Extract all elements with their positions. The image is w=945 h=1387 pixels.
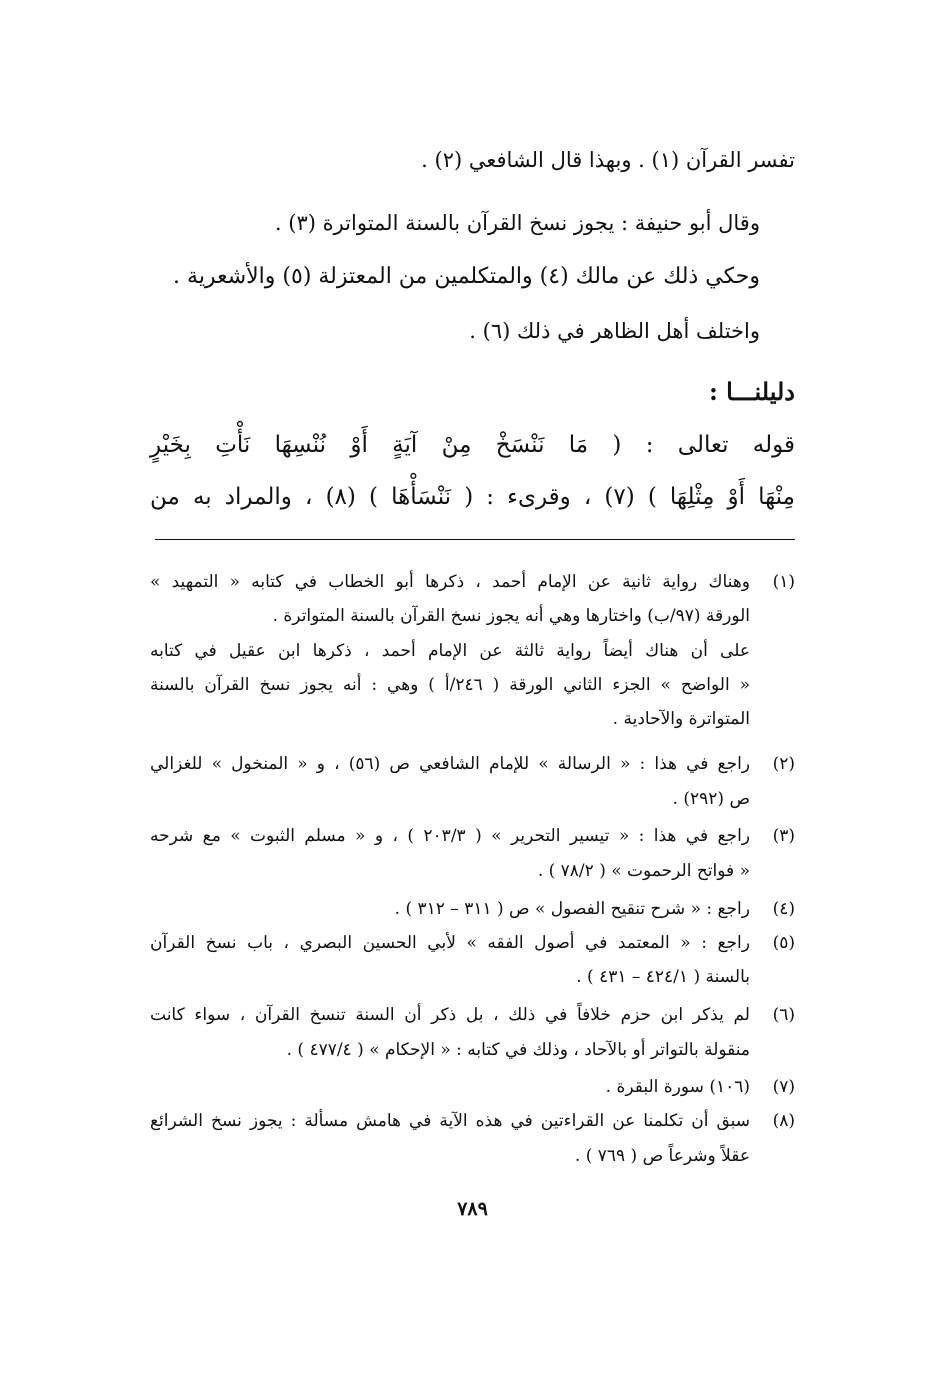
footnote-line: راجع في هذا : « الرسالة » للإمام الشافعي ص (٥٦) ، و « المنخول » للغزالي — [150, 754, 751, 774]
footnote-line: لم يذكر ابن حزم خلافاً في ذلك ، بل ذكر أن السنة تنسخ القرآن ، سواء كانت — [150, 1005, 750, 1025]
footnote-number: (٢) — [772, 754, 795, 774]
footnote-line: راجع : « المعتمد في أصول الفقه » لأبي الحسين البصري ، باب نسخ القرآن — [150, 933, 750, 953]
footnote-number: (٦) — [772, 1005, 795, 1025]
footnote-number: (٤) — [772, 899, 795, 919]
footnote-line: ص (٢٩٢) . — [672, 789, 750, 809]
footnote-number: (٨) — [772, 1111, 795, 1131]
footnote-line: عقلاً وشرعاً ص ( ٧٦٩ ) . — [574, 1146, 750, 1166]
body-paragraph: وقال أبو حنيفة : يجوز نسخ القرآن بالسنة المتواترة (٣) . — [274, 211, 760, 235]
footnote-line: راجع : « شرح تنقيح الفصول » ص ( ٣١١ – ٣١٢ ) . — [394, 899, 750, 919]
footnote-number: (٣) — [772, 826, 795, 846]
footnote-line: المتواترة والآحادية . — [612, 709, 750, 729]
footnote-line: « الواضح » الجزء الثاني الورقة ( ٢٤٦/أ ) وهي : أنه يجوز نسخ القرآن بالسنة — [150, 675, 750, 695]
footnote-number: (٥) — [772, 933, 795, 953]
footnote-line: سبق أن تكلمنا عن القراءتين في هذه الآية في هامش مسألة : يجوز نسخ الشرائع — [150, 1111, 750, 1131]
section-heading: دليلنـــا : — [708, 377, 795, 406]
footnote-separator — [155, 539, 795, 540]
evidence-line: مِنْهَا أَوْ مِثْلِهَا ) (٧) ، وقرىء : ( نَنْسَأْهَا ) (٨) ، والمراد به من — [150, 484, 796, 510]
footnote-line: (١٠٦) سورة البقرة . — [605, 1077, 750, 1097]
body-paragraph: تفسر القرآن (١) . وبهذا قال الشافعي (٢) . — [421, 148, 795, 172]
evidence-line: قوله تعالى : ( مَا نَنْسَخْ مِنْ آيَةٍ أَوْ نُنْسِهَا نَأْتِ بِخَيْرٍ — [150, 432, 795, 458]
footnote-line: الورقة (٩٧/ب) واختارها وهي أنه يجوز نسخ القرآن بالسنة المتواترة . — [272, 606, 750, 626]
footnote-line: بالسنة ( ٤٢٤/١ – ٤٣١ ) . — [576, 967, 750, 987]
body-paragraph: وحكي ذلك عن مالك (٤) والمتكلمين من المعتزلة (٥) والأشعرية . — [173, 264, 760, 289]
body-paragraph: واختلف أهل الظاهر في ذلك (٦) . — [469, 319, 760, 343]
footnote-line: منقولة بالتواتر أو بالآحاد ، وذلك في كتابه : « الإحكام » ( ٤٧٧/٤ ) . — [286, 1040, 750, 1060]
footnote-number: (١) — [772, 572, 795, 592]
footnote-line: « فواتح الرحموت » ( ٧٨/٢ ) . — [537, 861, 750, 881]
footnote-number: (٧) — [772, 1077, 795, 1097]
page-number: ٧٨٩ — [457, 1198, 488, 1220]
footnote-line: وهناك رواية ثانية عن الإمام أحمد ، ذكرها أبو الخطاب في كتابه « التمهيد » — [150, 572, 750, 592]
footnote-line: راجع في هذا : « تيسير التحرير » ( ٢٠٣/٣ ) ، و « مسلم الثبوت » مع شرحه — [150, 826, 750, 846]
footnote-line: على أن هناك أيضاً رواية ثالثة عن الإمام أحمد ، ذكرها ابن عقيل في كتابه — [150, 641, 750, 661]
